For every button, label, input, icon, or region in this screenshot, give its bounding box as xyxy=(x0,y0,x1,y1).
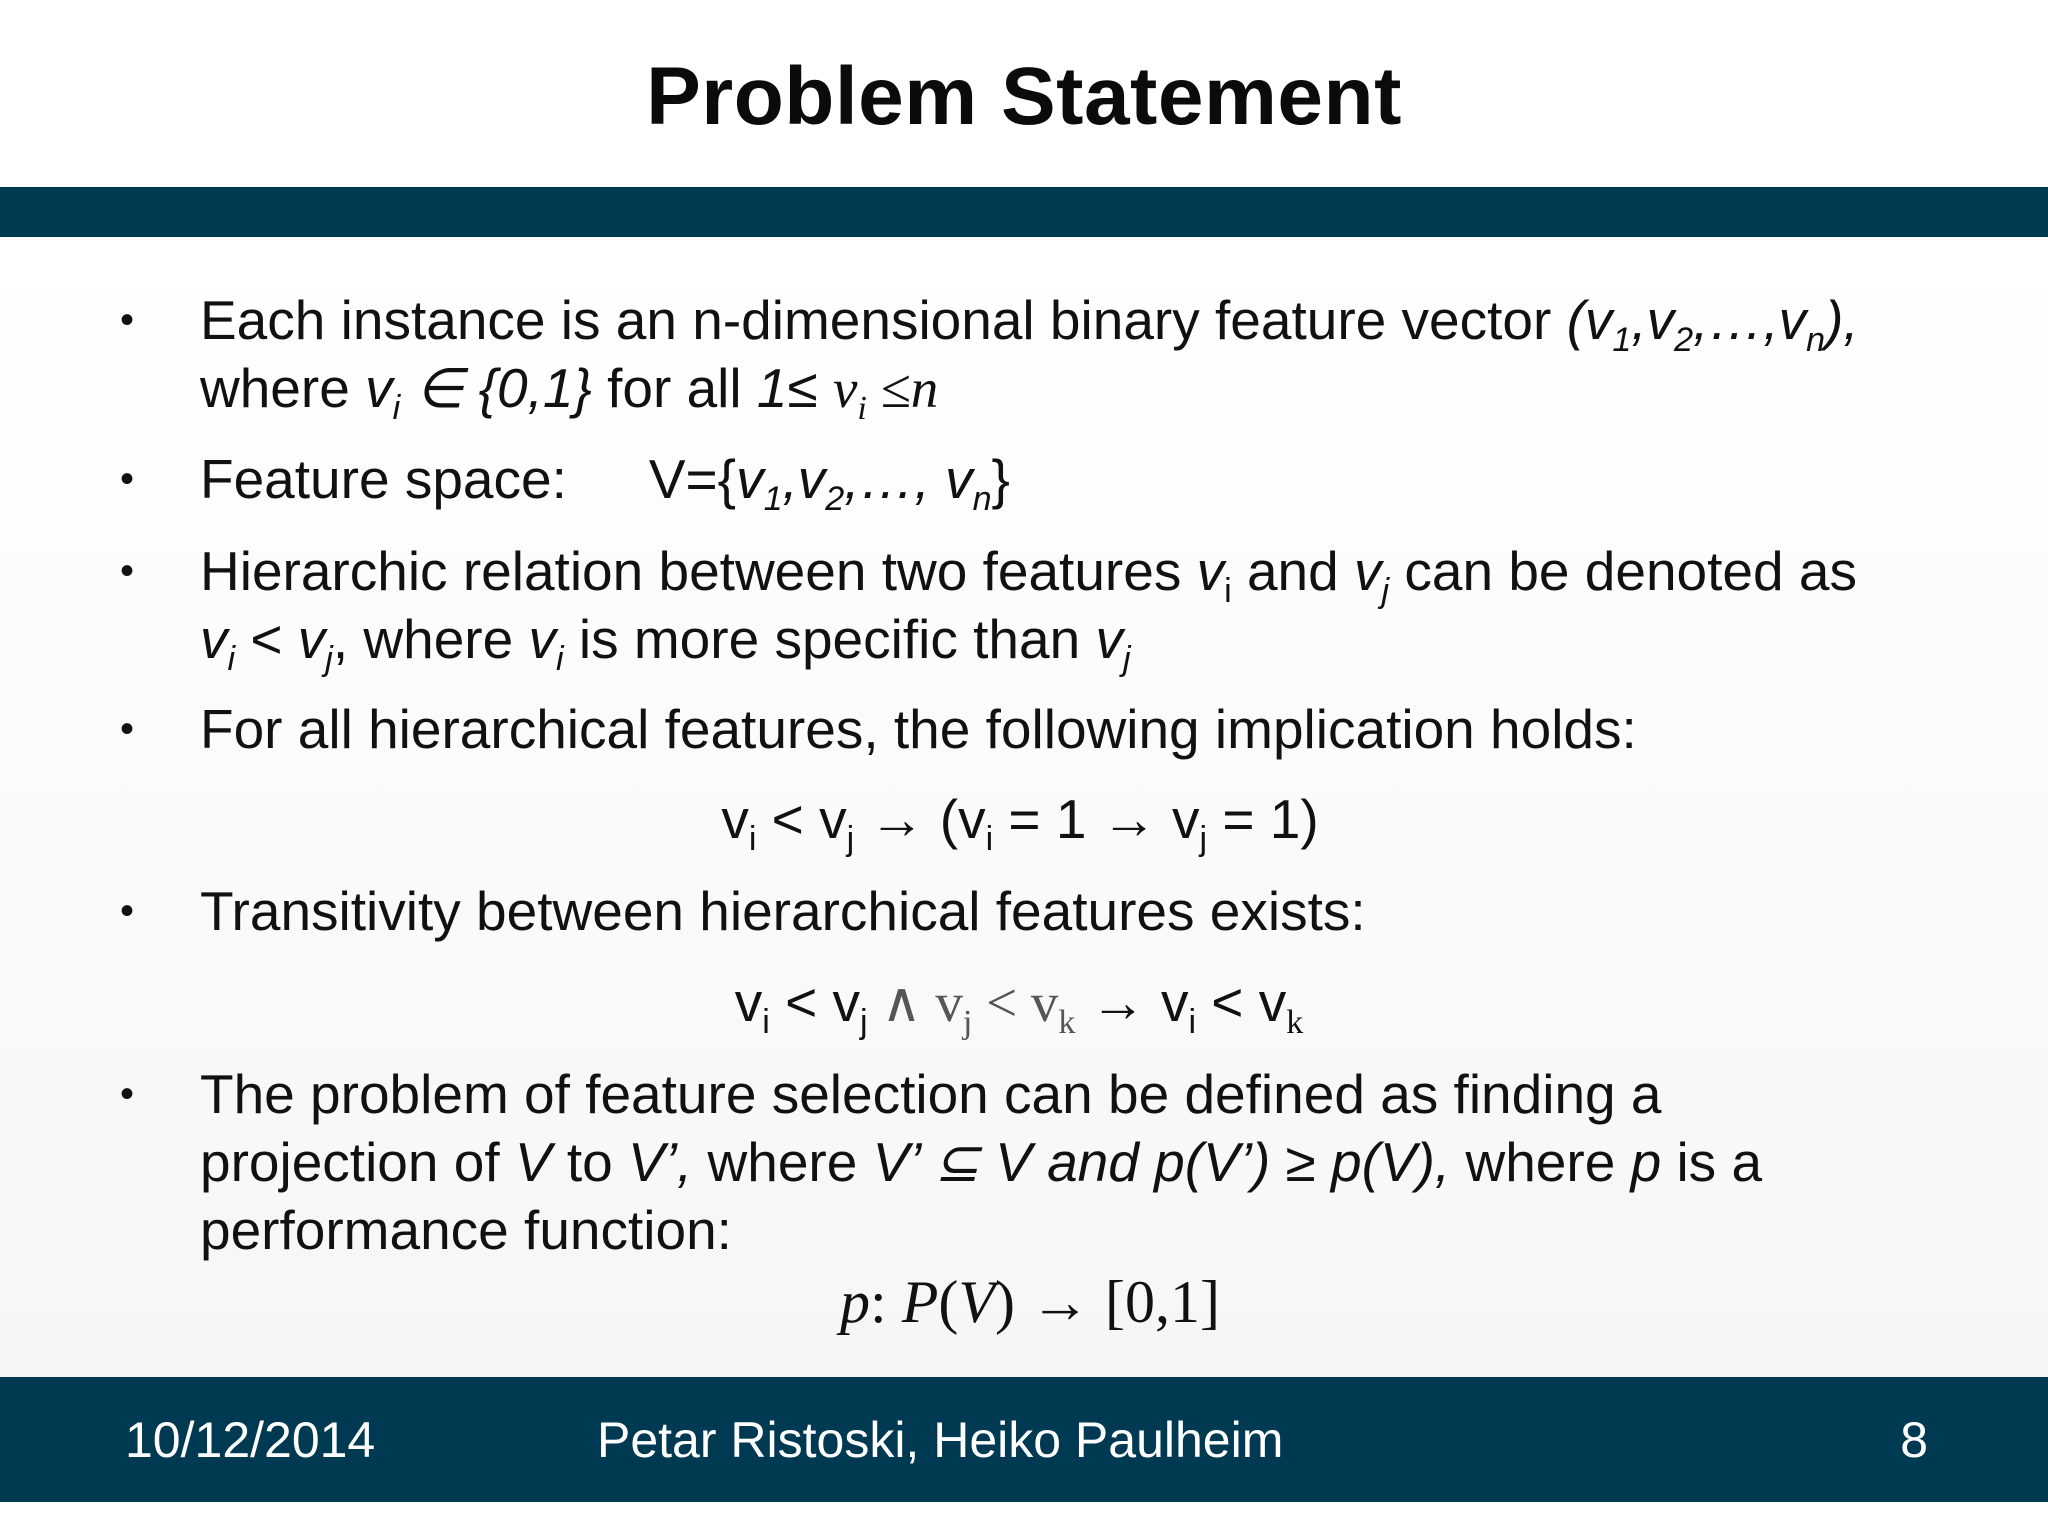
bullet-marker: • xyxy=(120,889,135,933)
footer-authors: Petar Ristoski, Heiko Paulheim xyxy=(597,1412,1284,1468)
page-number: 8 xyxy=(1900,1412,1928,1468)
bullet-5-text: Transitivity between hierarchical features exists: xyxy=(200,880,1366,942)
subset-condition: V’ ⊆ V and p(V’) ≥ p(V), xyxy=(872,1131,1451,1193)
bullet-marker: • xyxy=(120,707,135,751)
bullet-6-text: The problem of feature selection can be defined as finding a projection of V to V’, where V’ ⊆ V and p(V’) ≥ p(V), where p is a performance function: xyxy=(200,1063,1763,1261)
transitivity-formula: $v_i < v_j$ ∧ $v_j < v_k \to v_i < v_k$ xyxy=(734,971,1304,1041)
bullet-1-line-2: where $v_i$ ∈ {0,1} for all $1\le v_i \le n$ xyxy=(200,357,939,427)
performance-function-formula: p: P(V) → [0,1] xyxy=(840,1269,1220,1335)
feature-vector: $(v_1,v_2,\dots,v_n)$, xyxy=(1566,289,1859,359)
feature-space-label: Feature space: xyxy=(200,448,567,510)
range-expression: $1\le v_i \le n$ xyxy=(756,357,939,427)
bullet-marker: • xyxy=(120,549,135,593)
bullet-marker: • xyxy=(120,457,135,501)
bullet-1-text xyxy=(200,286,1960,427)
title-divider-bar xyxy=(0,187,2048,237)
slide-title: Problem Statement xyxy=(646,51,1402,142)
bullet-3-text: Hierarchic relation between two features $v_i$ and $v_j$ can be denoted as $v_i < v_j$, where $v_i$ is more specific than $v_j$ xyxy=(200,540,1857,678)
footer-date: 10/12/2014 xyxy=(125,1412,376,1468)
bullet-1-line-1: Each instance is an n-dimensional binary feature vector $(v_1,v_2,\dots,v_n)$, xyxy=(200,289,1859,359)
bullet-marker: • xyxy=(120,1072,135,1116)
slide-footer xyxy=(0,1377,2048,1502)
feature-space-set: $V=\{v_1,v_2,\dots$, $v_n$} xyxy=(648,448,1010,518)
bullet-marker: • xyxy=(120,298,135,342)
implication-formula: $v_i < v_j \to (v_i = 1 \to v_j = 1)$ xyxy=(721,788,1319,858)
bullet-2-text xyxy=(200,445,1960,518)
bullet-4-text: For all hierarchical features, the following implication holds: xyxy=(200,698,1637,760)
